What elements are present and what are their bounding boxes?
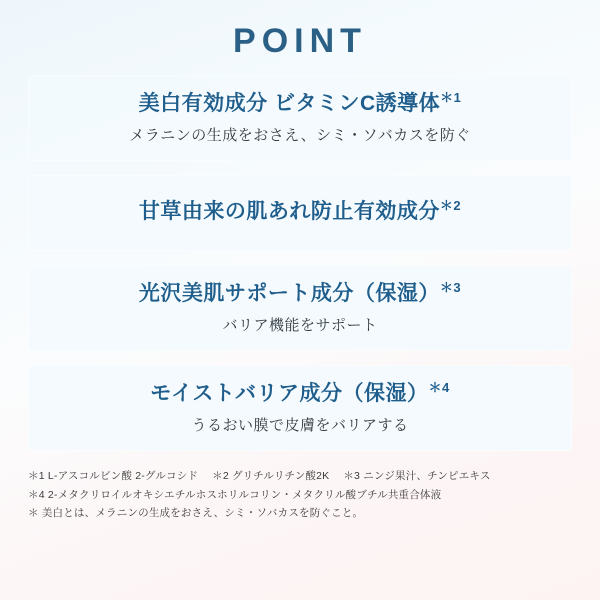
footnote-item: ＊3 ニンジ果汁、チンピエキス [343,470,491,483]
point-card [28,175,572,250]
point-heading-text: 甘草由来の肌あれ防止有効成分 [138,200,440,224]
point-heading [38,197,562,226]
footnote-item: ＊1 L-アスコルビン酸 2-グルコシド [28,470,199,483]
point-subtext: バリア機能をサポート [222,317,378,335]
footnote-line: ＊ 美白とは、メラニンの生成をおさえ、シミ・ソバカスを防ぐこと。 [28,507,364,520]
point-heading [38,379,562,408]
point-heading-text: 光沢美肌サポート成分（保湿） [138,281,440,305]
point-heading-note: ＊4 [428,380,450,396]
page-title: POINT [233,22,367,60]
footnote-line [28,467,572,485]
point-subtext: メラニンの生成をおさえ、シミ・ソバカスを防ぐ [129,127,471,145]
footnotes [28,467,572,522]
point-card [28,265,572,351]
point-card-list [28,75,572,451]
point-heading [38,279,562,308]
point-card [28,75,572,161]
footnote-item: ＊2 グリチルリチン酸2K [212,470,330,483]
point-heading-text: 美白有効成分 ビタミンC誘導体 [138,92,441,115]
point-heading-note: ＊3 [439,279,462,295]
footnote-line: ＊4 2-メタクリロイルオキシエチルホスホリルコリン・メタクリル酸ブチル共重合体液 [28,488,442,501]
point-heading-note: ＊2 [439,198,462,214]
point-heading-text: モイストバリア成分（保湿） [150,382,429,406]
point-heading-note: ＊1 [440,90,462,105]
point-card [28,365,572,451]
point-subtext: うるおい膜で皮膚をバリアする [191,417,409,435]
point-heading [38,89,562,118]
